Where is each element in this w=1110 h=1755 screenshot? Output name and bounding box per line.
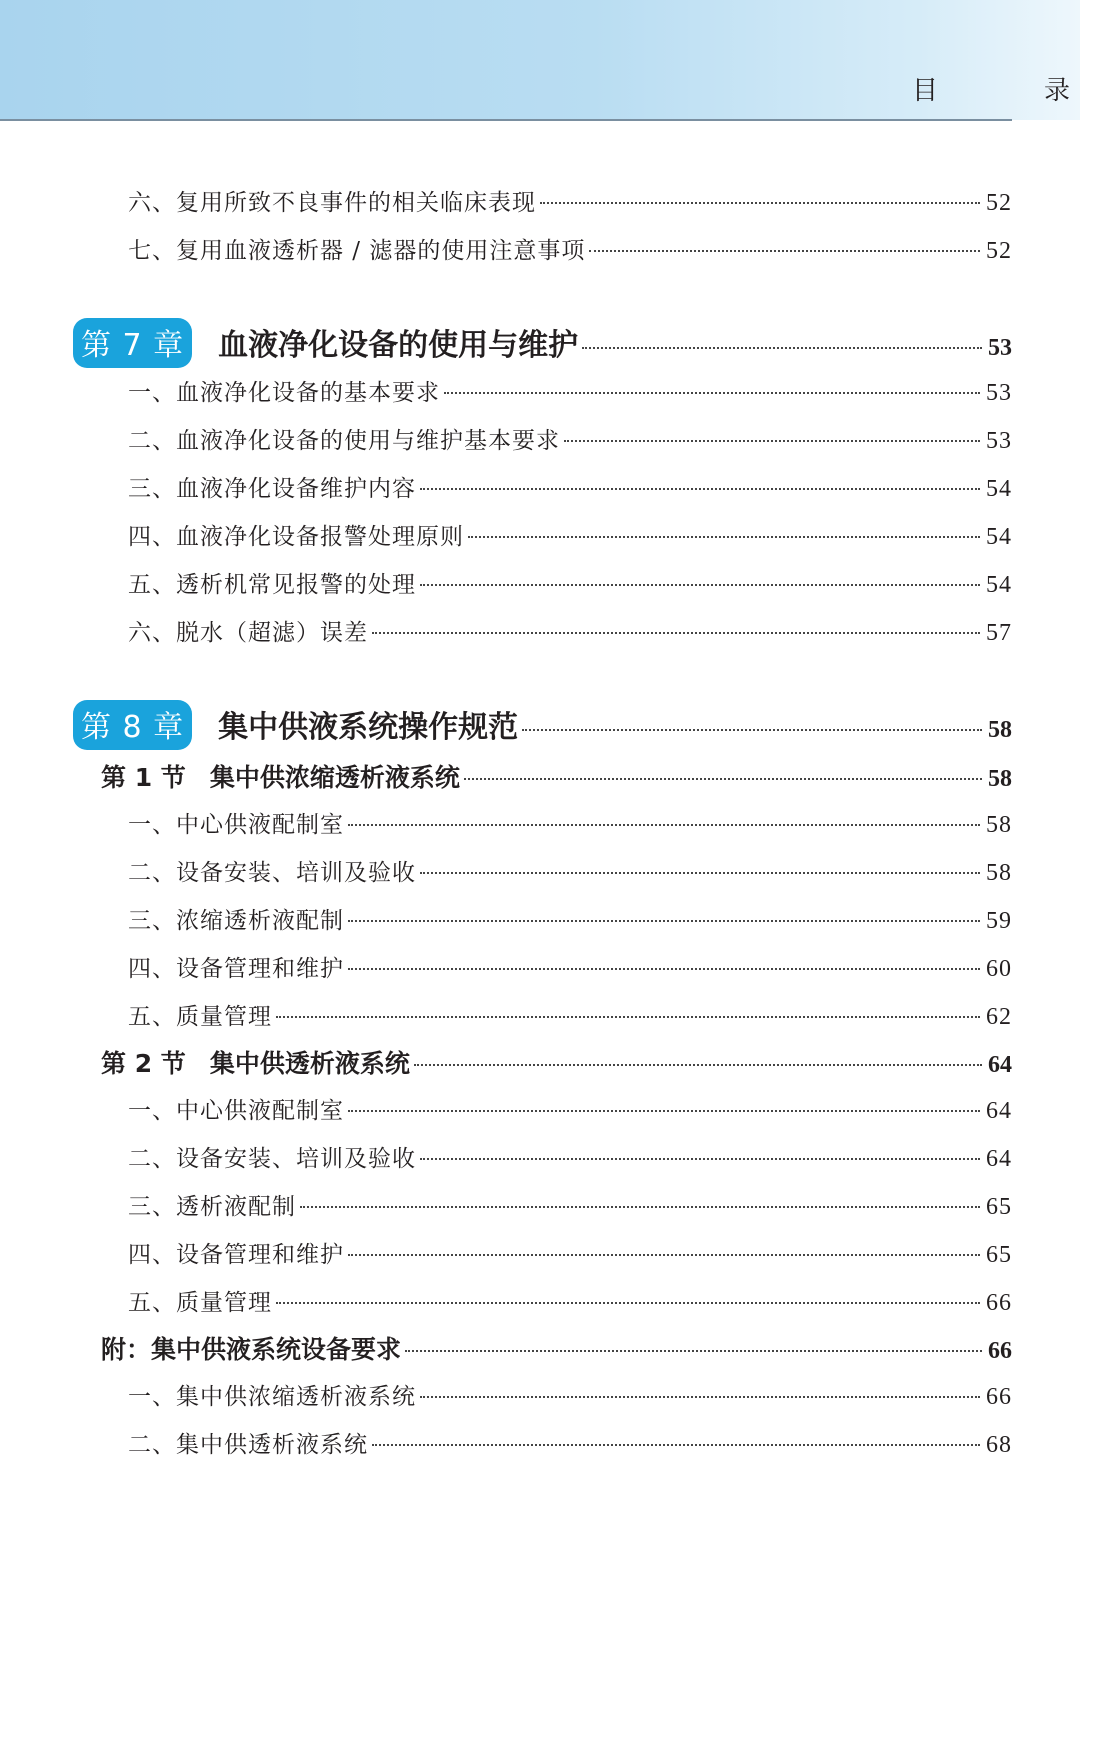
toc-entry[interactable]: 四、设备管理和维护 60 (128, 956, 1012, 982)
leader-dots (348, 1110, 980, 1112)
leader-dots (276, 1016, 980, 1018)
page-number: 54 (986, 572, 1012, 598)
page-number: 64 (988, 1052, 1012, 1078)
toc-entry[interactable]: 二、设备安装、培训及验收 58 (128, 860, 1012, 886)
leader-dots (348, 920, 980, 922)
page-number: 58 (986, 860, 1012, 886)
section-title: 集中供透析液系统 (209, 1049, 410, 1078)
page-number: 54 (986, 524, 1012, 550)
page-number: 62 (986, 1004, 1012, 1030)
page-number: 66 (986, 1290, 1012, 1316)
page-number: 58 (986, 812, 1012, 838)
page-number: 53 (988, 335, 1012, 361)
toc-appendix[interactable] (101, 1330, 1012, 1366)
leader-dots (405, 1350, 982, 1352)
leader-dots (444, 392, 980, 394)
page-number: 57 (986, 620, 1012, 646)
toc-entry[interactable]: 五、质量管理 62 (128, 1004, 1012, 1030)
leader-dots (522, 729, 982, 731)
chapter-badge: 第 7 章 (73, 318, 192, 368)
leader-dots (420, 1158, 980, 1160)
page-number: 58 (988, 766, 1012, 792)
page-number: 64 (986, 1146, 1012, 1172)
toc-entry[interactable]: 一、血液净化设备的基本要求 53 (128, 380, 1012, 406)
toc-entry[interactable]: 七、复用血液透析器 / 滤器的使用注意事项 52 (128, 238, 1012, 264)
section-title: 集中供浓缩透析液系统 (209, 763, 460, 792)
leader-dots (420, 872, 980, 874)
chapter-title: 血液净化设备的使用与维护 (218, 328, 579, 363)
appendix-title: 附：集中供液系统设备要求 (101, 1335, 402, 1364)
leader-dots (468, 536, 980, 538)
page-number: 66 (988, 1338, 1012, 1364)
page-number: 52 (986, 238, 1012, 264)
page-number: 66 (986, 1384, 1012, 1410)
page-number: 53 (986, 428, 1012, 454)
toc-section-1[interactable] (101, 758, 1012, 794)
page-number: 64 (986, 1098, 1012, 1124)
toc-entry[interactable]: 一、中心供液配制室 64 (128, 1098, 1012, 1124)
leader-dots (589, 250, 980, 252)
page-number: 68 (986, 1432, 1012, 1458)
page-number: 65 (986, 1242, 1012, 1268)
leader-dots (276, 1302, 980, 1304)
toc-entry[interactable]: 六、脱水（超滤）误差 57 (128, 620, 1012, 646)
section-number: 第 1 节 (101, 763, 186, 792)
page-number: 54 (986, 476, 1012, 502)
leader-dots (420, 1396, 980, 1398)
toc-entry[interactable]: 四、设备管理和维护 65 (128, 1242, 1012, 1268)
leader-dots (372, 1444, 980, 1446)
leader-dots (300, 1206, 980, 1208)
leader-dots (420, 584, 980, 586)
leader-dots (464, 778, 982, 780)
leader-dots (564, 440, 980, 442)
leader-dots (348, 1254, 980, 1256)
leader-dots (540, 202, 980, 204)
toc-entry[interactable]: 二、设备安装、培训及验收 64 (128, 1146, 1012, 1172)
toc-entry[interactable]: 三、浓缩透析液配制 59 (128, 908, 1012, 934)
page-number: 65 (986, 1194, 1012, 1220)
toc-entry[interactable]: 三、血液净化设备维护内容 54 (128, 476, 1012, 502)
toc-entry[interactable]: 一、集中供浓缩透析液系统 66 (128, 1384, 1012, 1410)
toc-entry[interactable]: 四、血液净化设备报警处理原则 54 (128, 524, 1012, 550)
toc-chapter-7[interactable] (73, 318, 1012, 368)
leader-dots (348, 968, 980, 970)
section-number: 第 2 节 (101, 1049, 186, 1078)
page-title: 目 录 (912, 76, 1110, 106)
page-header (0, 0, 1110, 120)
toc-entry[interactable]: 六、复用所致不良事件的相关临床表现 52 (128, 190, 1012, 216)
toc-entry[interactable]: 一、中心供液配制室 58 (128, 812, 1012, 838)
header-rule (0, 119, 1012, 121)
toc-section-2[interactable] (101, 1044, 1012, 1080)
leader-dots (414, 1064, 982, 1066)
page-number: 53 (986, 380, 1012, 406)
leader-dots (372, 632, 980, 634)
chapter-title: 集中供液系统操作规范 (218, 710, 519, 745)
leader-dots (420, 488, 980, 490)
leader-dots (582, 347, 982, 349)
page-number: 59 (986, 908, 1012, 934)
page-number: 52 (986, 190, 1012, 216)
toc-entry[interactable]: 五、质量管理 66 (128, 1290, 1012, 1316)
toc-entry[interactable]: 二、集中供透析液系统 68 (128, 1432, 1012, 1458)
leader-dots (348, 824, 980, 826)
toc-entry[interactable]: 五、透析机常见报警的处理 54 (128, 572, 1012, 598)
toc-entry[interactable]: 三、透析液配制 65 (128, 1194, 1012, 1220)
page-number: 60 (986, 956, 1012, 982)
chapter-badge: 第 8 章 (73, 700, 192, 750)
toc-chapter-8[interactable] (73, 700, 1012, 750)
page-number: 58 (988, 717, 1012, 743)
toc-entry[interactable]: 二、血液净化设备的使用与维护基本要求 53 (128, 428, 1012, 454)
